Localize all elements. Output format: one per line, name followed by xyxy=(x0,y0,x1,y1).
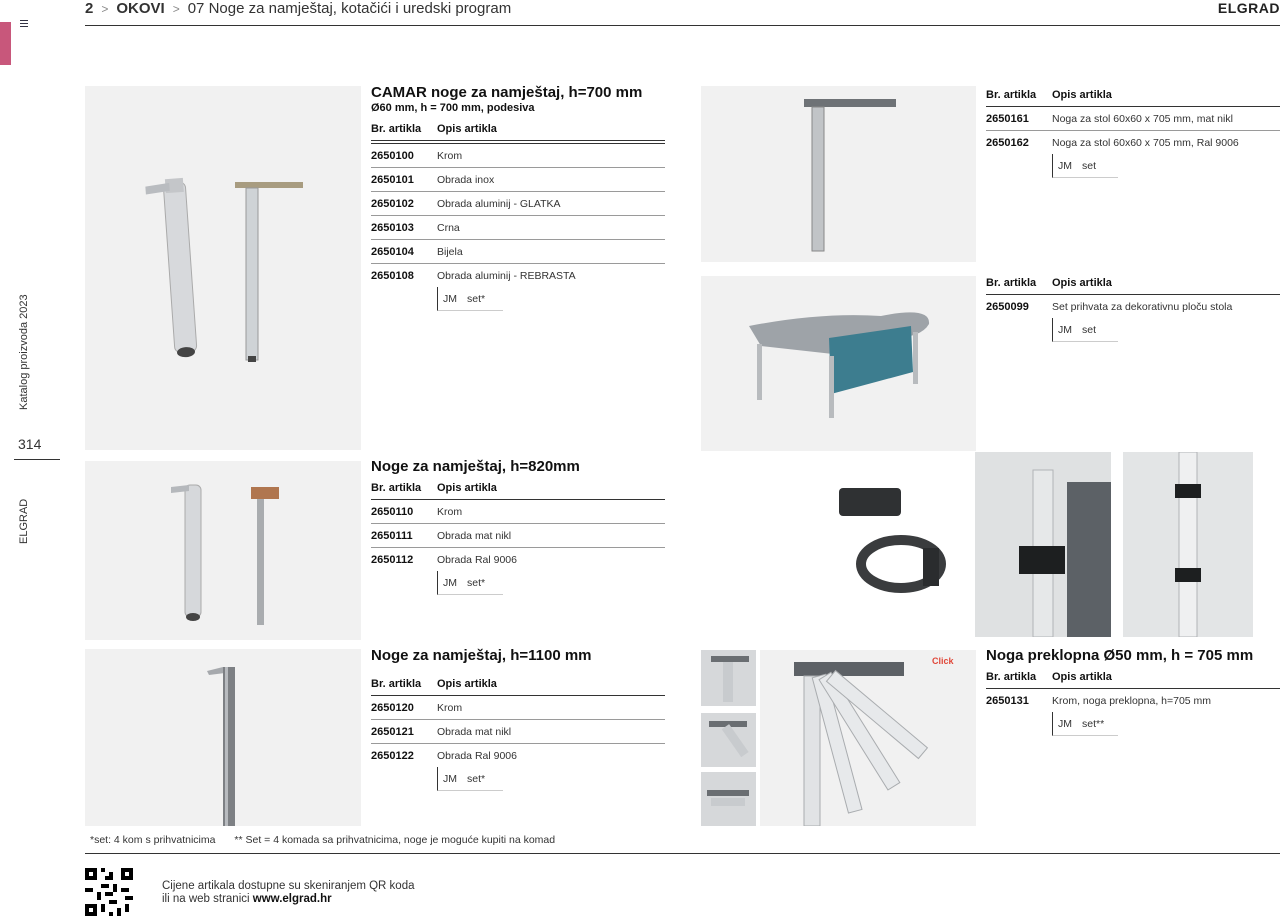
clamp-mounted-image-1 xyxy=(975,452,1111,637)
catalog-label: Katalog proizvoda 2023 xyxy=(18,294,30,410)
table-row[interactable]: 2650120 Krom xyxy=(371,696,665,720)
page-number-divider xyxy=(14,459,60,460)
table-row[interactable]: 2650108 Obrada aluminij - REBRASTA xyxy=(371,269,576,282)
table-row[interactable]: 2650161 Noga za stol 60x60 x 705 mm, mat nikl xyxy=(986,107,1280,131)
footer-divider xyxy=(85,853,1280,854)
camar-legs-image xyxy=(85,86,361,450)
unit-cell: JM set* xyxy=(437,767,503,791)
brand-vertical: ELGRAD xyxy=(18,498,30,544)
product-title-camar: CAMAR noge za namještaj, h=700 mm xyxy=(371,84,643,101)
page-number: 314 xyxy=(18,436,42,452)
click-label: Click xyxy=(932,656,954,666)
clamp-mounted-image-2 xyxy=(1123,452,1253,637)
qr-line-2: ili na web stranici xyxy=(162,893,250,905)
table-row[interactable]: 2650131 Krom, noga preklopna, h=705 mm xyxy=(986,694,1212,707)
table-row[interactable]: 2650104 Bijela xyxy=(371,240,665,264)
unit-cell: JM set* xyxy=(437,287,503,311)
product-table-stol xyxy=(986,84,1280,178)
table-row[interactable]: 2650103 Crna xyxy=(371,216,665,240)
product-table-1100 xyxy=(371,673,665,791)
table-row[interactable]: 2650121 Obrada mat nikl xyxy=(371,720,665,744)
product-title-820: Noge za namještaj, h=820mm xyxy=(371,458,580,475)
product-title-1100: Noge za namještaj, h=1100 mm xyxy=(371,647,592,664)
section-tab xyxy=(0,22,11,65)
footnote xyxy=(90,834,555,846)
menu-icon[interactable] xyxy=(20,20,28,30)
product-title-preklopna: Noga preklopna Ø50 mm, h = 705 mm xyxy=(986,647,1254,664)
unit-cell: JM set xyxy=(1052,318,1118,342)
legs-1100-image xyxy=(85,649,361,826)
decorative-panel-image xyxy=(701,276,976,451)
table-row[interactable]: 2650162 Noga za stol 60x60 x 705 mm, Ral 9006 xyxy=(986,136,1239,149)
unit-cell: JM set* xyxy=(437,571,503,595)
table-header: Br. artikla Opis artikla xyxy=(986,666,1280,689)
breadcrumb-chapter-num[interactable]: 2 xyxy=(85,0,94,17)
breadcrumb-section[interactable]: 07 Noge za namještaj, kotačići i uredski program xyxy=(187,0,512,17)
table-row[interactable]: 2650110 Krom xyxy=(371,500,665,524)
breadcrumb xyxy=(85,0,511,18)
clamp-parts-image xyxy=(701,452,976,637)
breadcrumb-separator: > xyxy=(101,2,109,16)
product-table-camar xyxy=(371,118,665,311)
table-row[interactable]: 2650122 Obrada Ral 9006 xyxy=(371,749,517,762)
unit-cell: JM set xyxy=(1052,154,1118,178)
folding-step-2-image xyxy=(701,713,756,767)
product-table-prihvat xyxy=(986,272,1280,342)
folding-step-3-image xyxy=(701,772,756,826)
product-subtitle-camar: Ø60 mm, h = 700 mm, podesiva xyxy=(371,102,535,114)
unit-cell: JM set** xyxy=(1052,712,1118,736)
header-divider xyxy=(85,25,1280,26)
website-link[interactable]: www.elgrad.hr xyxy=(252,893,332,905)
table-header: Br. artikla Opis artikla xyxy=(986,84,1280,107)
table-leg-square-image xyxy=(701,86,976,262)
qr-instructions xyxy=(162,880,415,906)
product-table-820 xyxy=(371,477,665,595)
breadcrumb-chapter[interactable]: OKOVI xyxy=(116,0,165,17)
table-row[interactable]: 2650099 Set prihvata za dekorativnu ploču stola xyxy=(986,300,1233,313)
table-header: Br. artikla Opis artikla xyxy=(371,118,665,141)
table-header: Br. artikla Opis artikla xyxy=(371,673,665,696)
table-header: Br. artikla Opis artikla xyxy=(986,272,1280,295)
qr-code[interactable] xyxy=(85,868,133,916)
table-row[interactable]: 2650100 Krom xyxy=(371,144,665,168)
qr-line-1: Cijene artikala dostupne su skeniranjem QR koda xyxy=(162,880,415,892)
table-row[interactable]: 2650101 Obrada inox xyxy=(371,168,665,192)
table-row[interactable]: 2650111 Obrada mat nikl xyxy=(371,524,665,548)
product-table-preklopna xyxy=(986,666,1280,736)
folding-leg-image xyxy=(760,650,976,826)
table-row[interactable]: 2650112 Obrada Ral 9006 xyxy=(371,553,517,566)
legs-820-image xyxy=(85,461,361,640)
folding-step-1-image xyxy=(701,650,756,706)
table-header: Br. artikla Opis artikla xyxy=(371,477,665,500)
breadcrumb-separator: > xyxy=(172,2,180,16)
table-row[interactable]: 2650102 Obrada aluminij - GLATKA xyxy=(371,192,665,216)
brand-logo-top: ELGRAD xyxy=(1217,0,1280,16)
footnote-set: *set: 4 kom s prihvatnicima xyxy=(90,834,216,846)
footnote-set-double: ** Set = 4 komada sa prihvatnicima, noge je moguće kupiti na komad xyxy=(234,834,556,846)
